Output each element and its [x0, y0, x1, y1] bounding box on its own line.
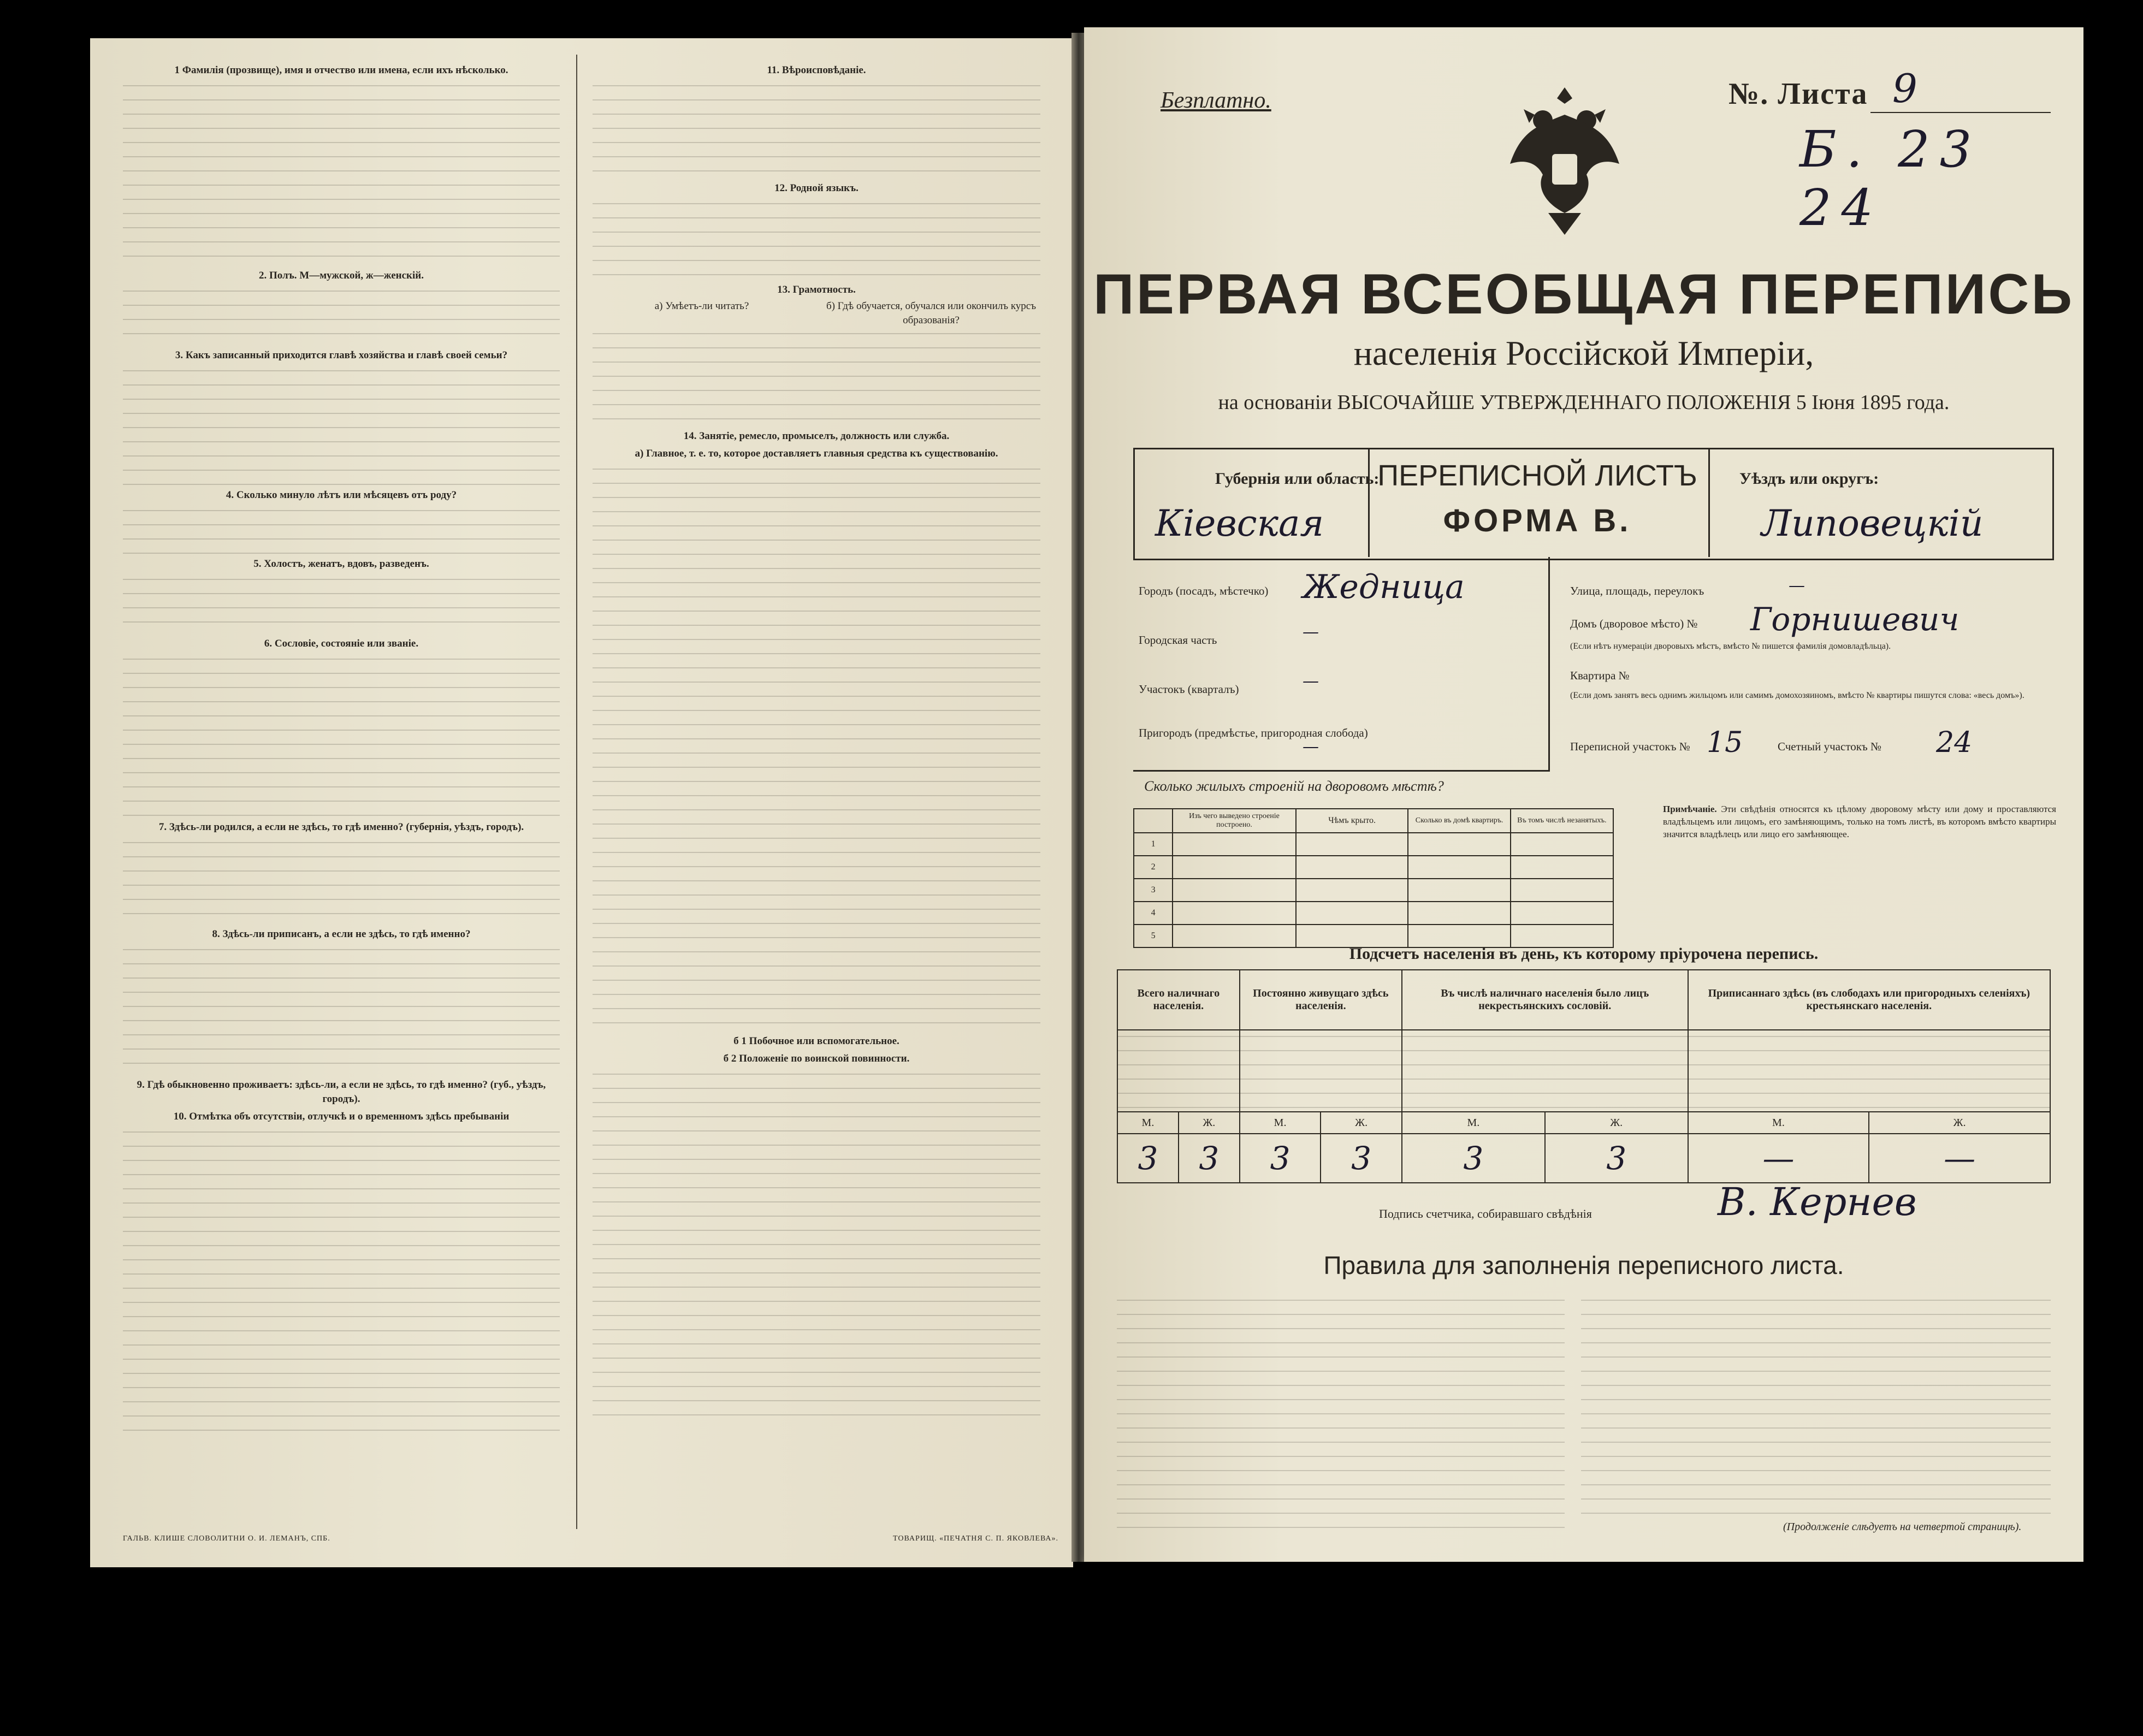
body-text [123, 285, 560, 345]
instructions-column-2 [593, 60, 1040, 1418]
body-text [123, 365, 560, 485]
note-text: Эти свѣдѣнія относятся къ цѣлому дворовому мѣсту или дому и проставляются владѣльцемъ или лицомъ, его замѣняющимъ, только на томъ листѣ, въ которомъ вмѣсто квартиры значится владѣлецъ или лицо его замѣняющее. [1663, 804, 2056, 839]
count-value: 3 [1402, 1134, 1545, 1183]
rules-column-1 [1117, 1294, 1565, 1534]
rules-title: Правила для заполненія переписного листа. [1323, 1251, 1844, 1279]
literacy-subheads [593, 299, 1040, 328]
buildings-heading: Сколько жилыхъ строеній на дворовомъ мѣстѣ? [1144, 778, 1444, 794]
col1-item: 2. Полъ. М—мужской, ж—женскій. [259, 270, 424, 281]
signature-label: Подпись счетчика, собиравшаго свѣдѣнія [1379, 1207, 1592, 1220]
sheet-number-value: 9 [1892, 66, 1917, 111]
field-label: Квартира № [1570, 669, 1630, 682]
col2-item: 13. Грамотность. [777, 284, 856, 295]
basis-line: на основаніи ВЫСОЧАЙШЕ УТВЕРЖДЕННАГО ПОЛОЖЕНІЯ 5 Іюня 1895 года. [1218, 391, 1950, 414]
col2-item: 14. Занятіе, ремесло, промыселъ, должность или служба. [683, 430, 950, 442]
col2-item: б 1 Побочное или вспомогательное. [733, 1035, 899, 1047]
body-text [123, 944, 560, 1075]
female-subheader: Ж. [1545, 1112, 1688, 1134]
column-divider [576, 55, 577, 1529]
body-text [123, 1126, 560, 1432]
body-text [123, 80, 560, 265]
census-district-value: 15 [1707, 726, 1743, 759]
male-subheader: М. [1688, 1112, 1869, 1134]
buildings-col-header: Чѣмъ крыто. [1296, 809, 1408, 833]
field-label: Счетный участокъ № [1778, 740, 1882, 753]
buildings-row-number: 3 [1134, 879, 1173, 902]
instructions-column-1 [123, 60, 560, 1432]
buildings-row-number: 5 [1134, 925, 1173, 947]
right-page [1084, 27, 2083, 1562]
col1-item: 7. Здѣсь-ли родился, а если не здѣсь, то гдѣ именно? (губернія, уѣздъ, городъ). [158, 821, 524, 833]
col1-item: 4. Сколько минуло лѣтъ или мѣсяцевъ отъ роду? [226, 489, 457, 501]
house-value: Горнишевич [1750, 601, 1960, 638]
sheet-number-label: №. Листа [1728, 77, 1868, 111]
field-value: — [1789, 576, 1805, 595]
body-text [593, 1068, 1040, 1418]
form-title: ПЕРЕПИСНОЙ ЛИСТЪ [1377, 459, 1697, 492]
count-value: — [1869, 1134, 2050, 1183]
col2-item: б) Гдѣ обучается, обучался или окончилъ курсъ образованія? [826, 300, 1037, 326]
field-note: (Если нѣтъ нумераціи дворовыхъ мѣстъ, вмѣсто № пишется фамилія домовладѣльца). [1570, 642, 1891, 651]
body-text [123, 573, 560, 633]
buildings-table [1133, 808, 1614, 948]
field-label: Пригородъ (предмѣстье, пригородная слобода) [1139, 726, 1368, 739]
form-variant: ФОРМА В. [1443, 503, 1632, 538]
body-text [123, 653, 560, 817]
female-subheader: Ж. [1321, 1112, 1402, 1134]
count-group-header: Приписаннаго здѣсь (въ слободахъ или пригородныхъ селеніяхъ) крестьянскаго населенія. [1688, 970, 2050, 1030]
field-label: Участокъ (кварталъ) [1139, 683, 1239, 696]
count-group-header: Всего наличнаго населенія. [1117, 970, 1240, 1030]
sheet-number-line [1870, 112, 2051, 113]
body-text [593, 80, 1040, 178]
field-value: — [1303, 737, 1319, 756]
enumerator-signature: В. Кернев [1718, 1180, 1917, 1224]
count-group-header: Постоянно живущаго здѣсь населенія. [1240, 970, 1402, 1030]
town-value: Жедница [1303, 568, 1465, 606]
col2-item: а) Главное, т. е. то, которое доставляетъ главныя средства къ существованію. [635, 448, 998, 459]
field-value: — [1303, 672, 1319, 691]
col2-item: 11. Вѣроисповѣданіе. [767, 64, 866, 76]
field-value: — [1303, 623, 1319, 642]
field-note: (Если домъ занятъ весь однимъ жильцомъ или самимъ домохозяиномъ, вмѣсто № квартиры пишутся слова: «весь домъ»). [1570, 691, 2024, 700]
count-value: 3 [1179, 1134, 1240, 1183]
buildings-row-number: 1 [1134, 833, 1173, 856]
gubernia-label: Губернія или область: [1215, 470, 1380, 488]
left-page [90, 38, 1073, 1567]
buildings-col-header: Въ томъ числѣ незанятыхъ. [1511, 809, 1613, 833]
population-count-table [1117, 969, 2051, 1183]
printer-footer-right: ТОВАРИЩ. «ПЕЧАТНЯ С. П. ЯКОВЛЕВА». [893, 1534, 1059, 1543]
rules-column-2 [1581, 1294, 2051, 1518]
count-value: 3 [1321, 1134, 1402, 1183]
female-subheader: Ж. [1179, 1112, 1240, 1134]
count-group-text [1688, 1030, 2050, 1112]
free-label: Безплатно. [1161, 88, 1271, 113]
body-text [593, 198, 1040, 280]
archive-stamp-handwritten: Б. 23 24 [1799, 120, 1982, 237]
count-group-text [1117, 1030, 1240, 1112]
counting-district-value: 24 [1936, 726, 1973, 759]
male-subheader: М. [1117, 1112, 1179, 1134]
printer-footer-left: ГАЛЬВ. КЛИШЕ СЛОВОЛИТНИ О. И. ЛЕМАНЪ, СПБ. [123, 1534, 330, 1543]
col1-item: 8. Здѣсь-ли приписанъ, а если не здѣсь, то гдѣ именно? [212, 928, 471, 940]
count-value: — [1688, 1134, 1869, 1183]
count-group-header: Въ числѣ наличнаго населенія было лицъ некрестьянскихъ сословій. [1402, 970, 1688, 1030]
note-block [1663, 803, 2056, 840]
count-value: 3 [1240, 1134, 1321, 1183]
male-subheader: М. [1240, 1112, 1321, 1134]
body-text [123, 505, 560, 554]
count-group-text [1240, 1030, 1402, 1112]
double-headed-eagle-emblem [1505, 82, 1625, 240]
field-label: Городъ (посадъ, мѣстечко) [1139, 584, 1269, 597]
count-value: 3 [1117, 1134, 1179, 1183]
col1-heading: 1 Фамилія (прозвище), имя и отчество или имена, если ихъ нѣсколько. [174, 64, 508, 76]
buildings-row-number: 2 [1134, 856, 1173, 879]
body-text [123, 837, 560, 924]
col2-item: б 2 Положеніе по воинской повинности. [723, 1053, 910, 1064]
buildings-col-header: Сколько въ домѣ квартиръ. [1408, 809, 1510, 833]
gubernia-value: Кiевская [1155, 502, 1324, 544]
buildings-row-number: 4 [1134, 902, 1173, 925]
col2-item: а) Умѣетъ-ли читать? [654, 300, 749, 312]
uezd-label: Уѣздъ или округъ: [1739, 470, 1879, 488]
buildings-col-header: Изъ чего выведено строеніе построено. [1173, 809, 1296, 833]
subtitle: населенія Россійской Имперіи, [1353, 334, 1814, 372]
note-label: Примѣчаніе. [1663, 804, 1717, 814]
col1-item: 10. Отмѣтка объ отсутствіи, отлучкѣ и о временномъ здѣсь пребываніи [173, 1111, 510, 1122]
male-subheader: М. [1402, 1112, 1545, 1134]
field-label: Улица, площадь, переулокъ [1570, 584, 1704, 597]
uezd-value: Липовецкiй [1761, 502, 1984, 544]
field-label: Домъ (дворовое мѣсто) № [1570, 617, 1698, 630]
field-label: Переписной участокъ № [1570, 740, 1690, 753]
female-subheader: Ж. [1869, 1112, 2050, 1134]
col1-item: 6. Сословіе, состояніе или званіе. [264, 638, 419, 649]
count-value: 3 [1545, 1134, 1688, 1183]
count-heading: Подсчетъ населенія въ день, къ которому пріурочена перепись. [1349, 945, 1819, 963]
field-label: Городская часть [1139, 633, 1217, 647]
col2-item: 12. Родной языкъ. [774, 182, 859, 194]
main-title: ПЕРВАЯ ВСЕОБЩАЯ ПЕРЕПИСЬ [1093, 263, 2075, 326]
body-text [593, 463, 1040, 1031]
count-group-text [1402, 1030, 1688, 1112]
col1-item: 3. Какъ записанный приходится главѣ хозяйства и главѣ своей семьи? [175, 349, 508, 361]
col1-item: 9. Гдѣ обыкновенно проживаетъ: здѣсь-ли, а если не здѣсь, то гдѣ именно? (губ., уѣздъ, городъ). [137, 1079, 546, 1105]
col1-item: 5. Холостъ, женатъ, вдовъ, разведенъ. [253, 558, 429, 570]
rules-continuation: (Продолженіе слѣдуетъ на четвертой страницѣ). [1783, 1521, 2022, 1533]
body-text [593, 328, 1040, 426]
